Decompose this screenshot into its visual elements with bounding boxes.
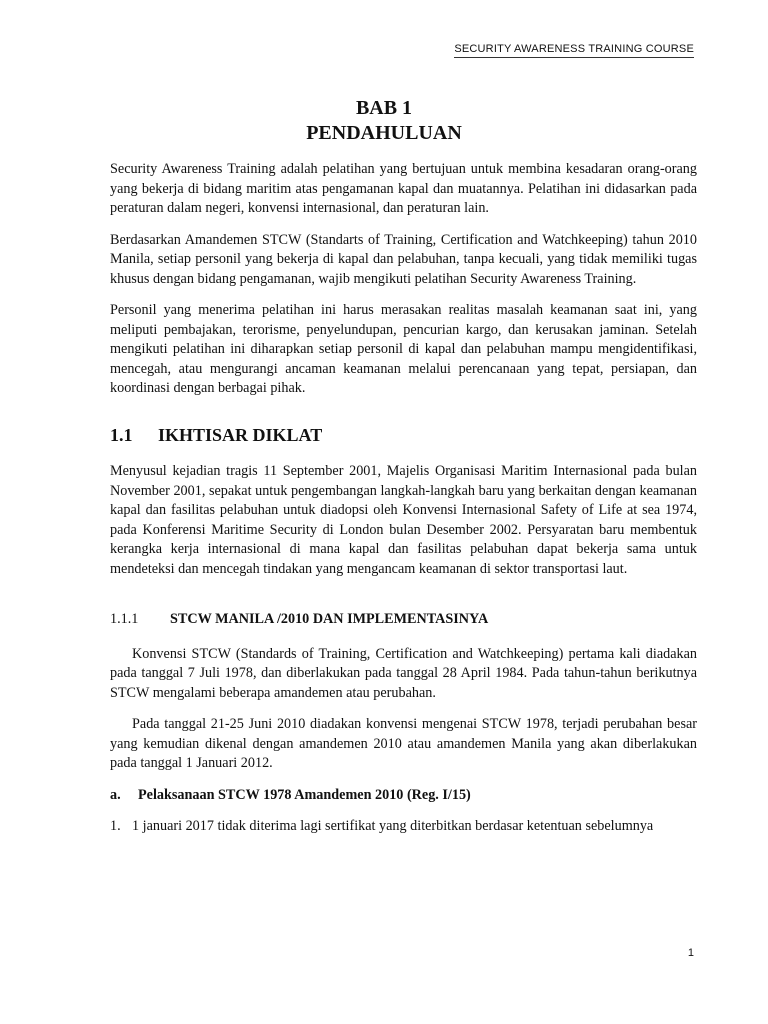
intro-paragraph-1: Security Awareness Training adalah pelatihan yang bertujuan untuk membina kesadaran orang-orang yang bekerja di bidang maritim atas pengamanan kapal dan muatannya. Pelatihan ini didasarkan pada peraturan dalam negeri, konvensi internasional, dan peraturan lain. [110,161,697,216]
subsection-number: 1.1.1 [110,611,139,627]
list-item-number: 1. [110,818,121,834]
intro-paragraph-3: Personil yang menerima pelatihan ini harus merasakan realitas masalah keamanan saat ini, yang meliputi pembajakan, terorisme, penyelundupan, pencurian kargo, dan kerusakan jaminan. Setelah mengikuti pelatihan ini diharapkan setiap personil di kapal dan pelabuhan mampu mengidentifikasi, mencegah, atau mengurangi ancaman keamanan melalui perencanaan yang tepat, persiapan, dan koordinasi dengan berbagai pihak. [110,302,697,396]
list-item [110,817,697,837]
section-1-1-paragraph: Menyusul kejadian tragis 11 September 2001, Majelis Organisasi Maritim Internasional pada bulan November 2001, sepakat untuk pengembangan langkah-langkah baru yang berkaitan dengan keamanan kapal dan fasilitas pelabuhan untuk diadopsi oleh Konvensi Internasional Safety of Life at sea 1974, pada Konferensi Maritime Security di London bulan Desember 2002. Persyaratan baru membentuk kerangka kerja internasional di mana kapal dan fasilitas pelabuhan dapat bekerja sama untuk mendeteksi dan mencegah tindakan yang mengancam keamanan di sektor transportasi laut. [110,463,697,577]
chapter-title: PENDAHULUAN [306,122,462,144]
section-number: 1.1 [110,424,133,445]
chapter-label: BAB 1 [355,97,413,119]
chapter-heading [0,96,768,146]
page-number: 1 [687,947,694,959]
intro-paragraph-2: Berdasarkan Amandemen STCW (Standarts of Training, Certification and Watchkeeping) tahun 2010 Manila, setiap personil yang bekerja di kapal dan pelabuhan, tanpa kecuali, yang tidak memiliki tugas khusus dengan bidang pengamanan, wajib mengikuti pelatihan Security Awareness Training. [110,231,697,287]
running-header: SECURITY AWARENESS TRAINING COURSE [454,43,694,58]
section-heading-1-1-1 [110,610,697,630]
section-title: IKHTISAR DIKLAT [158,424,323,445]
subsection-a-title: Pelaksanaan STCW 1978 Amandemen 2010 (Reg. I/15) [138,786,471,803]
section-1-1-1-paragraph-2: Pada tanggal 21-25 Juni 2010 diadakan konvensi mengenai STCW 1978, terjadi perubahan besar yang kemudian dikenal dengan amandemen 2010 atau amandemen Manila yang akan diberlakukan pada tanggal 1 Januari 2012. [110,716,697,771]
subsection-title: STCW MANILA /2010 DAN IMPLEMENTASINYA [170,611,489,627]
document-body [110,160,697,837]
section-heading-1-1 [110,426,697,446]
subsection-heading-a [110,786,697,806]
subsection-letter: a. [110,786,121,803]
list-item-text: 1 januari 2017 tidak diterima lagi sertifikat yang diterbitkan berdasar ketentuan sebelumnya [132,818,654,834]
section-1-1-1-paragraph-1: Konvensi STCW (Standards of Training, Certification and Watchkeeping) pertama kali diadakan pada tanggal 7 Juli 1978, dan diberlakukan pada tanggal 28 April 1984. Pada tahun-tahun berikutnya STCW mengalami beberapa amandemen atau perubahan. [110,645,697,701]
